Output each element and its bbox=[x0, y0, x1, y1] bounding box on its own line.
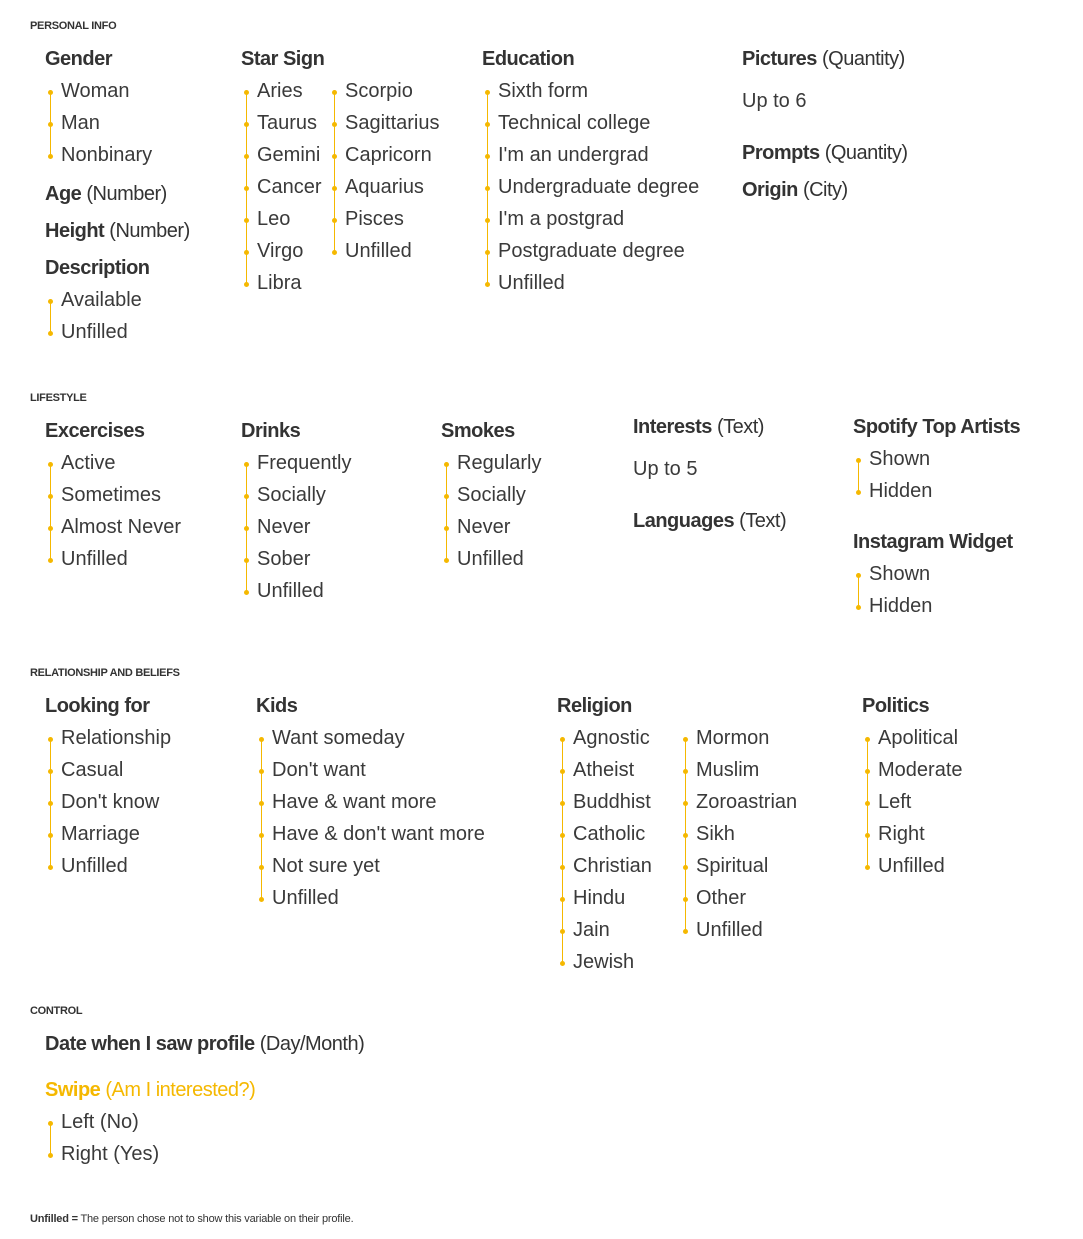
option-item: Libra bbox=[241, 267, 329, 299]
group-gender bbox=[45, 43, 152, 171]
option-item: Unfilled bbox=[482, 267, 699, 299]
option-item: Catholic bbox=[557, 818, 680, 850]
option-item: Unfilled bbox=[45, 316, 150, 348]
option-item: Taurus bbox=[241, 107, 329, 139]
option-item: I'm an undergrad bbox=[482, 139, 699, 171]
option-item: Aries bbox=[241, 75, 329, 107]
option-list bbox=[680, 722, 797, 978]
option-item: Unfilled bbox=[680, 914, 797, 946]
option-item: Cancer bbox=[241, 171, 329, 203]
option-item: I'm a postgrad bbox=[482, 203, 699, 235]
option-item: Christian bbox=[557, 850, 680, 882]
option-item: Sometimes bbox=[45, 479, 181, 511]
option-item: Regularly bbox=[441, 447, 541, 479]
section-title-personal-info: PERSONAL INFO bbox=[30, 20, 117, 32]
group-age bbox=[45, 178, 167, 210]
group-title: Smokes bbox=[441, 420, 515, 442]
option-item: Pisces bbox=[329, 203, 440, 235]
option-item: Not sure yet bbox=[256, 850, 485, 882]
option-item: Scorpio bbox=[329, 75, 440, 107]
option-list bbox=[45, 1106, 255, 1170]
group-instagram bbox=[853, 526, 1013, 622]
option-item: Agnostic bbox=[557, 722, 680, 754]
option-item: Unfilled bbox=[45, 850, 171, 882]
option-item: Never bbox=[441, 511, 541, 543]
option-item: Frequently bbox=[241, 447, 352, 479]
group-education bbox=[482, 43, 699, 299]
option-item: Undergraduate degree bbox=[482, 171, 699, 203]
group-description bbox=[45, 252, 150, 348]
group-title: Origin (City) bbox=[742, 179, 848, 201]
option-item: Unfilled bbox=[256, 882, 485, 914]
option-item: Shown bbox=[853, 443, 1020, 475]
group-title: Religion bbox=[557, 695, 632, 717]
option-item: Spiritual bbox=[680, 850, 797, 882]
option-item: Unfilled bbox=[329, 235, 440, 267]
option-item: Sagittarius bbox=[329, 107, 440, 139]
option-rail bbox=[50, 1123, 51, 1155]
option-list bbox=[853, 558, 1013, 622]
group-title: Kids bbox=[256, 695, 298, 717]
option-item: Woman bbox=[45, 75, 152, 107]
option-list bbox=[45, 447, 181, 575]
option-rail bbox=[246, 464, 247, 592]
group-title: Gender bbox=[45, 48, 113, 70]
option-item: Apolitical bbox=[862, 722, 963, 754]
option-rail bbox=[334, 92, 335, 252]
group-title: Drinks bbox=[241, 420, 301, 442]
option-item: Available bbox=[45, 284, 150, 316]
option-item: Marriage bbox=[45, 818, 171, 850]
group-title: Date when I saw profile (Day/Month) bbox=[45, 1033, 365, 1055]
group-pictures bbox=[742, 43, 905, 117]
option-list bbox=[45, 75, 152, 171]
option-item: Nonbinary bbox=[45, 139, 152, 171]
group-title: Description bbox=[45, 257, 150, 279]
group-title: Instagram Widget bbox=[853, 531, 1013, 553]
group-drinks bbox=[241, 415, 352, 607]
option-item: Shown bbox=[853, 558, 1013, 590]
group-height bbox=[45, 215, 190, 247]
option-item: Active bbox=[45, 447, 181, 479]
option-item: Unfilled bbox=[862, 850, 963, 882]
option-item: Other bbox=[680, 882, 797, 914]
option-list bbox=[256, 722, 485, 914]
group-title: Swipe (Am I interested?) bbox=[45, 1079, 256, 1101]
option-list bbox=[557, 722, 680, 978]
option-rail bbox=[446, 464, 447, 560]
footnote: Unfilled = The person chose not to show this variable on their profile. bbox=[30, 1213, 354, 1225]
group-title: Prompts (Quantity) bbox=[742, 142, 908, 164]
option-item: Almost Never bbox=[45, 511, 181, 543]
option-item: Gemini bbox=[241, 139, 329, 171]
group-title: Pictures (Quantity) bbox=[742, 48, 905, 70]
group-spotify bbox=[853, 411, 1020, 507]
option-item: Muslim bbox=[680, 754, 797, 786]
option-item: Aquarius bbox=[329, 171, 440, 203]
option-item: Socially bbox=[241, 479, 352, 511]
option-item: Mormon bbox=[680, 722, 797, 754]
option-rail bbox=[562, 739, 563, 963]
option-rail bbox=[50, 92, 51, 156]
option-item: Leo bbox=[241, 203, 329, 235]
option-item: Sixth form bbox=[482, 75, 699, 107]
group-languages bbox=[633, 505, 786, 537]
option-item: Zoroastrian bbox=[680, 786, 797, 818]
group-swipe bbox=[45, 1074, 255, 1170]
group-origin bbox=[742, 174, 848, 206]
option-item: Never bbox=[241, 511, 352, 543]
group-title: Star Sign bbox=[241, 48, 325, 70]
option-item: Have & don't want more bbox=[256, 818, 485, 850]
option-item: Left bbox=[862, 786, 963, 818]
group-title: Languages (Text) bbox=[633, 510, 787, 532]
option-item: Jewish bbox=[557, 946, 680, 978]
option-rail bbox=[246, 92, 247, 284]
option-item: Atheist bbox=[557, 754, 680, 786]
option-item: Sober bbox=[241, 543, 352, 575]
option-item: Right bbox=[862, 818, 963, 850]
interests-limit: Up to 5 bbox=[633, 458, 698, 480]
section-title-control: CONTROL bbox=[30, 1005, 83, 1017]
option-list bbox=[862, 722, 963, 882]
group-exercises bbox=[45, 415, 181, 575]
option-item: Unfilled bbox=[441, 543, 541, 575]
option-item: Casual bbox=[45, 754, 171, 786]
option-item: Left (No) bbox=[45, 1106, 255, 1138]
option-item: Relationship bbox=[45, 722, 171, 754]
group-title: Spotify Top Artists bbox=[853, 416, 1021, 438]
option-item: Sikh bbox=[680, 818, 797, 850]
option-item: Hindu bbox=[557, 882, 680, 914]
option-rail bbox=[867, 739, 868, 867]
option-item: Don't want bbox=[256, 754, 485, 786]
option-item: Don't know bbox=[45, 786, 171, 818]
option-item: Postgraduate degree bbox=[482, 235, 699, 267]
option-item: Hidden bbox=[853, 475, 1020, 507]
option-list bbox=[441, 447, 541, 575]
option-item: Virgo bbox=[241, 235, 329, 267]
section-title-lifestyle: LIFESTYLE bbox=[30, 392, 87, 404]
group-prompts bbox=[742, 137, 908, 169]
group-title: Politics bbox=[862, 695, 930, 717]
option-rail bbox=[858, 575, 859, 607]
option-item: Buddhist bbox=[557, 786, 680, 818]
option-rail bbox=[50, 464, 51, 560]
option-list bbox=[45, 722, 171, 882]
group-smokes bbox=[441, 415, 541, 575]
option-item: Moderate bbox=[862, 754, 963, 786]
option-rail bbox=[261, 739, 262, 899]
option-list bbox=[853, 443, 1020, 507]
group-interests bbox=[633, 411, 764, 485]
option-item: Unfilled bbox=[241, 575, 352, 607]
group-title: Education bbox=[482, 48, 575, 70]
group-kids bbox=[256, 690, 485, 914]
option-item: Man bbox=[45, 107, 152, 139]
group-title: Excercises bbox=[45, 420, 145, 442]
option-list bbox=[241, 75, 329, 299]
option-rail bbox=[50, 739, 51, 867]
group-title: Interests (Text) bbox=[633, 416, 764, 438]
group-politics bbox=[862, 690, 963, 882]
group-religion bbox=[557, 690, 797, 978]
option-list bbox=[241, 447, 352, 607]
option-item: Hidden bbox=[853, 590, 1013, 622]
option-list bbox=[45, 284, 150, 348]
option-rail bbox=[487, 92, 488, 284]
option-rail bbox=[50, 301, 51, 333]
option-item: Socially bbox=[441, 479, 541, 511]
option-rail bbox=[685, 739, 686, 931]
group-title: Height (Number) bbox=[45, 220, 190, 242]
option-rail bbox=[858, 460, 859, 492]
pictures-limit: Up to 6 bbox=[742, 90, 807, 112]
group-date-seen bbox=[45, 1028, 364, 1060]
option-item: Capricorn bbox=[329, 139, 440, 171]
option-item: Technical college bbox=[482, 107, 699, 139]
section-title-relationship: RELATIONSHIP AND BELIEFS bbox=[30, 667, 180, 679]
group-looking-for bbox=[45, 690, 171, 882]
option-list bbox=[329, 75, 440, 299]
group-star-sign bbox=[241, 43, 440, 299]
group-title: Looking for bbox=[45, 695, 150, 717]
group-title: Age (Number) bbox=[45, 183, 167, 205]
option-item: Want someday bbox=[256, 722, 485, 754]
option-item: Unfilled bbox=[45, 543, 181, 575]
option-item: Right (Yes) bbox=[45, 1138, 255, 1170]
option-item: Have & want more bbox=[256, 786, 485, 818]
option-list bbox=[482, 75, 699, 299]
option-item: Jain bbox=[557, 914, 680, 946]
